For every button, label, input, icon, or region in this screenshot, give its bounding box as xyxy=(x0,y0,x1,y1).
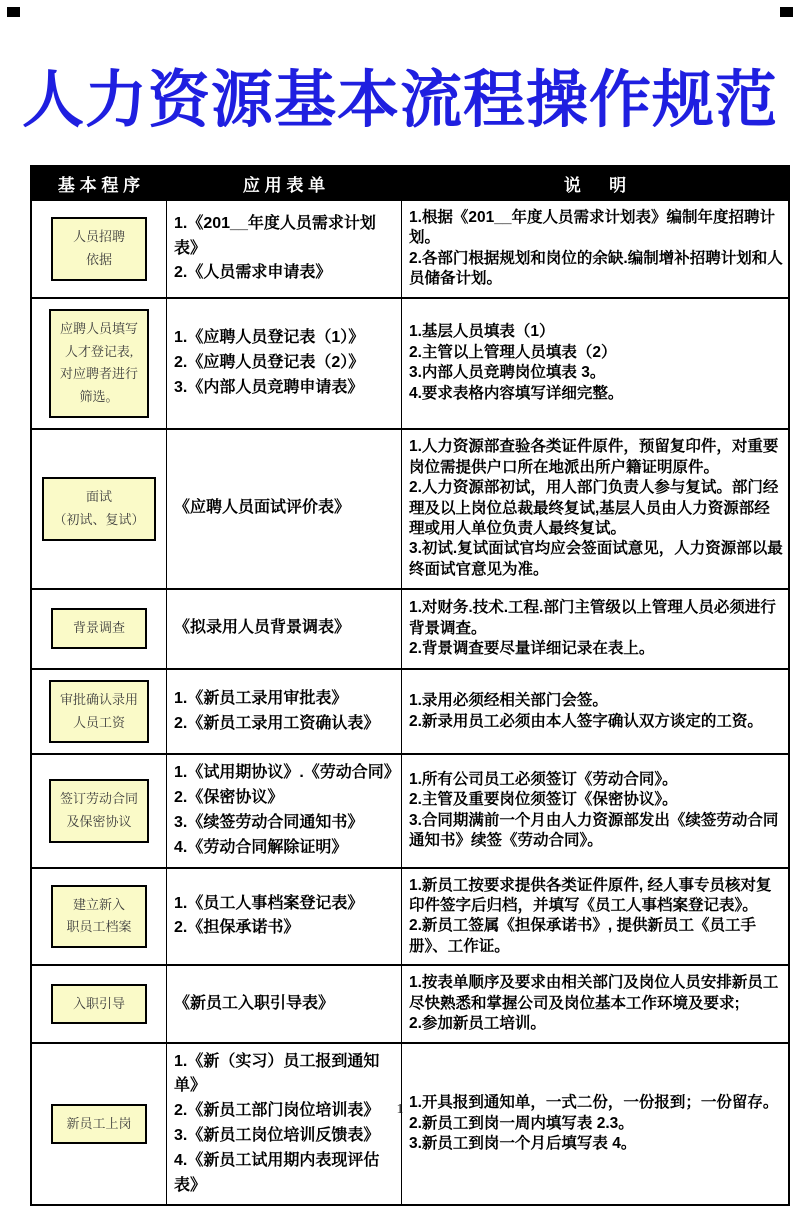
forms-cell xyxy=(166,755,401,866)
procedure-cell xyxy=(32,966,166,1041)
procedure-line: 新员工上岗 xyxy=(66,1115,132,1131)
column-header-forms: 应 用 表 单 xyxy=(166,167,401,199)
form-item: 1.《应聘人员登记表（1）》 xyxy=(174,329,365,347)
form-item: 2.《应聘人员登记表（2）》 xyxy=(174,353,365,371)
forms-cell xyxy=(166,966,401,1041)
note-line: 1.所有公司员工必须签订《劳动合同》。 xyxy=(409,771,678,788)
corner-crop-mark-top-left xyxy=(7,7,20,17)
procedure-line: 筛选。 xyxy=(79,389,119,405)
procedure-cell xyxy=(32,430,166,588)
notes-cell xyxy=(401,966,788,1041)
procedure-line: 面试 xyxy=(85,489,112,505)
page-number: 1 xyxy=(396,1102,404,1117)
note-line: 2.新录用员工必须由本人签字确认双方谈定的工资。 xyxy=(409,712,763,730)
note-line: 1.基层人员填表（1） xyxy=(409,323,555,341)
form-item: 3.《内部人员竞聘申请表》 xyxy=(174,378,364,396)
note-line: 1.按表单顺序及要求由相关部门及岗位人员安排新员工尽快熟悉和掌握公司及岗位基本工作环境及要求; xyxy=(409,974,779,1012)
procedure-line: 及保密协议 xyxy=(66,813,132,829)
note-line: 1.录用必须经相关部门会签。 xyxy=(409,692,608,710)
notes-cell xyxy=(401,755,788,866)
procedure-cell xyxy=(32,590,166,668)
table-row xyxy=(32,297,788,428)
procedure-box xyxy=(51,608,147,649)
table-row xyxy=(32,668,788,754)
note-line: 1.根据《201__年度人员需求计划表》编制年度招聘计划。 xyxy=(409,209,776,247)
procedure-cell xyxy=(32,869,166,965)
table-row xyxy=(32,1042,788,1205)
note-line: 2.主管以上管理人员填表（2） xyxy=(409,343,617,361)
column-header-notes: 说 明 xyxy=(401,167,788,199)
note-line: 3.合同期满前一个月由人力资源部发出《续签劳动合同通知书》续签《劳动合同》。 xyxy=(409,811,779,850)
form-item: 《新员工入职引导表》 xyxy=(174,994,335,1012)
form-item: 《应聘人员面试评价表》 xyxy=(174,499,351,517)
procedure-line: 签订劳动合同 xyxy=(59,791,138,807)
table-header-row xyxy=(32,167,788,199)
procedure-box xyxy=(51,885,147,949)
procedure-line: 审批确认录用 xyxy=(59,691,138,707)
procedure-line: 应聘人员填写 xyxy=(59,320,138,336)
hr-process-table xyxy=(30,165,790,1206)
note-line: 3.新员工到岗一个月后填写表 4。 xyxy=(409,1135,637,1153)
form-item: 3.《新员工岗位培训反馈表》 xyxy=(174,1127,380,1145)
note-line: 3.初试.复试面试官均应会签面试意见，人力资源部以最终面试官意见为准。 xyxy=(409,540,783,578)
notes-cell xyxy=(401,201,788,297)
note-line: 3.内部人员竞聘岗位填表 3。 xyxy=(409,364,606,382)
note-line: 2.主管及重要岗位须签订《保密协议》。 xyxy=(409,791,678,809)
forms-cell xyxy=(166,430,401,588)
procedure-line: 建立新入 xyxy=(72,896,125,912)
forms-cell xyxy=(166,299,401,428)
procedure-box xyxy=(51,984,147,1025)
note-line: 2.参加新员工培训。 xyxy=(409,1015,546,1033)
procedure-line: 依据 xyxy=(85,251,112,267)
procedure-line: 职员工档案 xyxy=(66,919,132,935)
forms-cell xyxy=(166,201,401,297)
notes-cell xyxy=(401,670,788,754)
note-line: 1.对财务.技术.工程.部门主管级以上管理人员必须进行背景调查。 xyxy=(409,599,776,637)
procedure-line: 人员招聘 xyxy=(72,229,125,245)
procedure-box xyxy=(49,680,149,744)
table-rows xyxy=(32,199,788,1204)
procedure-cell xyxy=(32,201,166,297)
forms-cell xyxy=(166,869,401,965)
forms-cell xyxy=(166,670,401,754)
form-item: 1.《201__年度人员需求计划表》 xyxy=(174,214,376,257)
note-line: 2.新员工签属《担保承诺书》, 提供新员工《员工手册》、工作证。 xyxy=(409,917,757,955)
form-item: 1.《试用期协议》.《劳动合同》 xyxy=(174,764,400,782)
table-row xyxy=(32,588,788,668)
notes-cell xyxy=(401,869,788,965)
note-line: 2.人力资源部初试，用人部门负责人参与复试。部门经理及以上岗位总裁最终复试,基层人员由人力资源部经理或用人单位负责人最终复试。 xyxy=(409,479,779,538)
procedure-line: 人员工资 xyxy=(72,714,125,730)
form-item: 2.《人员需求申请表》 xyxy=(174,264,332,282)
corner-crop-mark-top-right xyxy=(780,7,793,17)
table-row xyxy=(32,964,788,1041)
procedure-line: 对应聘者进行 xyxy=(59,366,138,382)
form-item: 2.《保密协议》 xyxy=(174,789,284,807)
note-line: 2.新员工到岗一周内填写表 2.3。 xyxy=(409,1114,634,1132)
form-item: 3.《续签劳动合同通知书》 xyxy=(174,813,364,831)
table-row xyxy=(32,428,788,588)
procedure-cell xyxy=(32,299,166,428)
procedure-box xyxy=(51,217,147,281)
procedure-box xyxy=(49,779,149,843)
column-header-procedure: 基 本 程 序 xyxy=(57,175,141,195)
forms-cell xyxy=(166,590,401,668)
procedure-cell xyxy=(32,1044,166,1205)
procedure-cell xyxy=(32,755,166,866)
page-title: 人力资源基本流程操作规范 xyxy=(21,66,778,135)
note-line: 1.人力资源部查验各类证件原件，预留复印件，对重要岗位需提供户口所在地派出所户籍证明原件。 xyxy=(409,438,779,476)
procedure-cell xyxy=(32,670,166,754)
form-item: 1.《员工人事档案登记表》 xyxy=(174,894,364,912)
form-item: 2.《担保承诺书》 xyxy=(174,919,300,937)
note-line: 1.开具报到通知单，一式二份，一份报到；一份留存。 xyxy=(409,1094,779,1112)
form-item: 1.《新员工录用审批表》 xyxy=(174,689,348,707)
procedure-line: 人才登记表, xyxy=(64,343,134,359)
note-line: 2.背景调查要尽量详细记录在表上。 xyxy=(409,640,655,658)
procedure-line: 入职引导 xyxy=(72,995,125,1011)
form-item: 2.《新员工部门岗位培训表》 xyxy=(174,1102,380,1120)
procedure-box xyxy=(42,477,155,541)
note-line: 1.新员工按要求提供各类证件原件, 经人事专员核对复印件签字后归档，并填写《员工人事档案登记表》。 xyxy=(409,876,772,914)
form-item: 《拟录用人员背景调表》 xyxy=(174,619,351,637)
table-row xyxy=(32,867,788,965)
table-row xyxy=(32,199,788,297)
procedure-box xyxy=(49,309,149,418)
table-row xyxy=(32,753,788,866)
procedure-line: 背景调查 xyxy=(72,620,125,636)
forms-cell xyxy=(166,1044,401,1205)
notes-cell xyxy=(401,1044,788,1205)
notes-cell xyxy=(401,430,788,588)
note-line: 4.要求表格内容填写详细完整。 xyxy=(409,384,624,402)
procedure-line: （初试、复试） xyxy=(53,511,145,527)
form-item: 2.《新员工录用工资确认表》 xyxy=(174,714,380,732)
notes-cell xyxy=(401,299,788,428)
note-line: 2.各部门根据规划和岗位的余缺.编制增补招聘计划和人员储备计划。 xyxy=(409,249,783,288)
form-item: 4.《新员工试用期内表现评估表》 xyxy=(174,1151,380,1194)
notes-cell xyxy=(401,590,788,668)
form-item: 1.《新（实习）员工报到通知单》 xyxy=(174,1052,380,1095)
form-item: 4.《劳动合同解除证明》 xyxy=(174,838,348,856)
